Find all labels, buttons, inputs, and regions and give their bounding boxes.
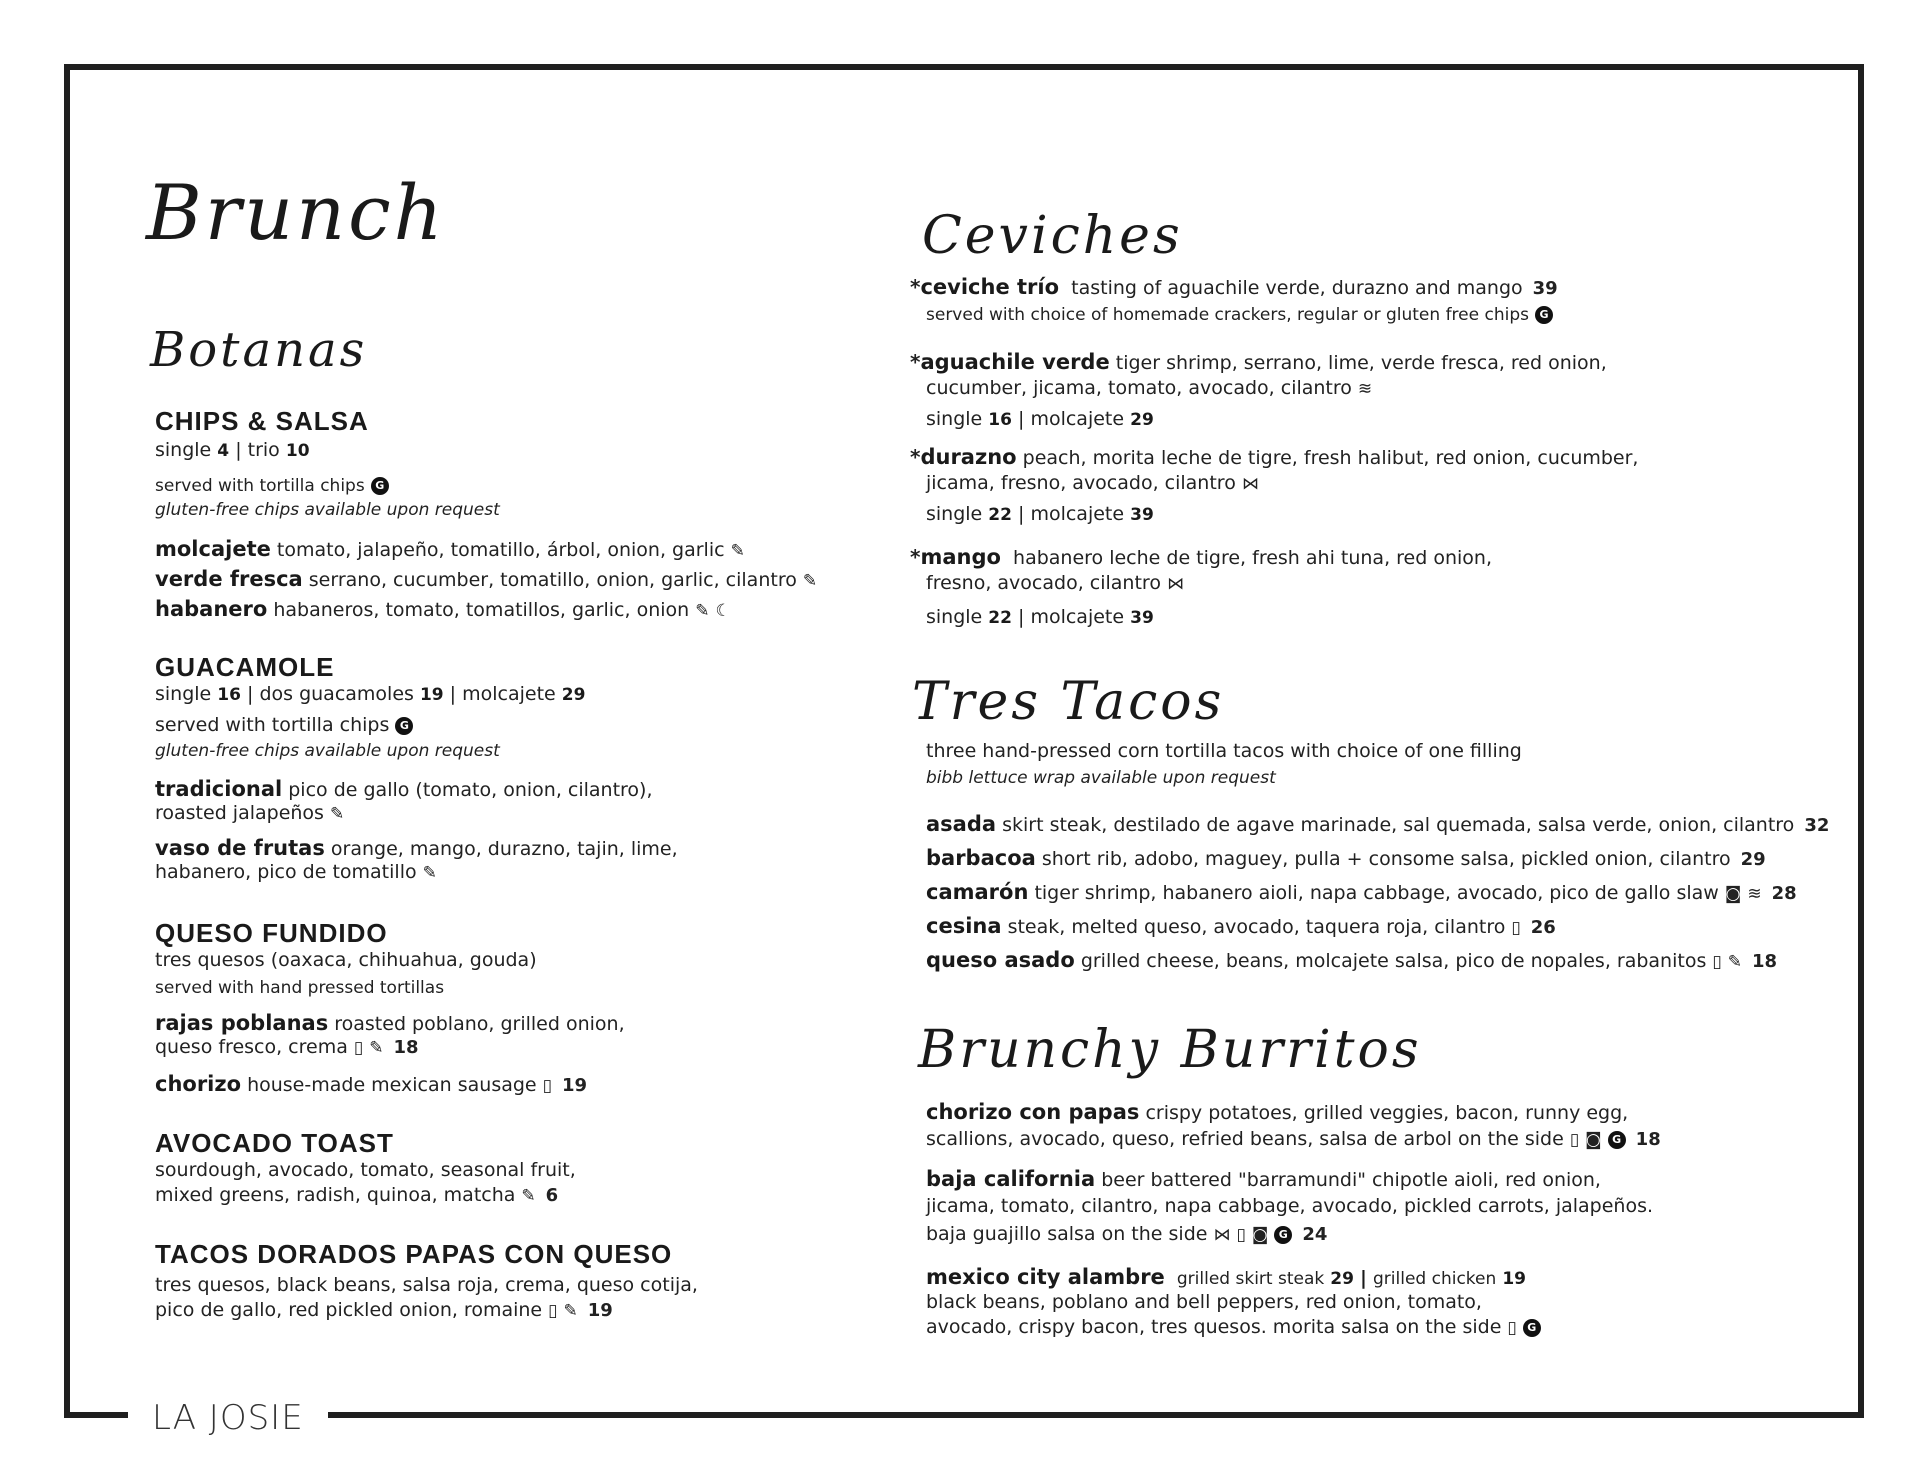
ceviche-aguachile-line2: cucumber, jicama, tomato, avocado, cilantro ≋ xyxy=(926,377,1373,399)
heading-avocado-toast: AVOCADO TOAST xyxy=(155,1128,394,1158)
vegetarian-icon: ✎ xyxy=(369,1038,384,1058)
vegetarian-icon: ✎ xyxy=(730,541,745,561)
burrito-alambre-line2: black beans, poblano and bell peppers, red onion, tomato, xyxy=(926,1291,1482,1313)
fish-icon: ⋈ xyxy=(1166,574,1184,594)
dairy-icon: ▯ xyxy=(542,1076,552,1096)
burrito-chorizo: chorizo con papas crispy potatoes, grilled veggies, bacon, runny egg, xyxy=(926,1100,1629,1124)
chips-served: served with tortilla chips G xyxy=(155,476,389,496)
egg-icon: ◙ xyxy=(1724,884,1742,904)
gluten-free-icon: G xyxy=(371,477,389,495)
shrimp-icon: ≋ xyxy=(1357,379,1373,399)
ceviche-durazno-line2: jicama, fresno, avocado, cilantro ⋈ xyxy=(926,472,1259,494)
heading-chips-salsa: CHIPS & SALSA xyxy=(155,406,369,436)
gluten-free-icon: G xyxy=(1608,1131,1626,1149)
queso-item-chorizo: chorizo house-made mexican sausage ▯ 19 xyxy=(155,1072,588,1096)
heading-guacamole: GUACAMOLE xyxy=(155,652,335,682)
heading-tacos-dorados: TACOS DORADOS PAPAS CON QUESO xyxy=(155,1239,673,1269)
guac-served: served with tortilla chips G xyxy=(155,714,413,736)
gluten-free-icon: G xyxy=(1535,306,1553,324)
tacos-dorados-line1: tres quesos, black beans, salsa roja, crema, queso cotija, xyxy=(155,1274,698,1296)
ceviche-trio-note: served with choice of homemade crackers, regular or gluten free chips G xyxy=(926,305,1553,325)
gluten-free-icon: G xyxy=(395,717,413,735)
section-title-botanas: Botanas xyxy=(150,322,368,378)
burrito-baja-line2: jicama, tomato, cilantro, napa cabbage, avocado, pickled carrots, jalapeños. xyxy=(926,1195,1654,1217)
egg-icon: ◙ xyxy=(1585,1130,1602,1150)
vegetarian-icon: ✎ xyxy=(422,863,437,883)
vegetarian-icon: ✎ xyxy=(802,571,818,591)
burrito-alambre: mexico city alambre grilled skirt steak 29 | grilled chicken 19 xyxy=(926,1265,1526,1289)
ceviche-aguachile: *aguachile verde tiger shrimp, serrano, lime, verde fresca, red onion, xyxy=(910,350,1607,374)
chips-gf-note: gluten-free chips available upon request xyxy=(155,500,500,520)
shrimp-icon: ≋ xyxy=(1747,884,1762,904)
vegetarian-icon: ✎ xyxy=(329,804,345,824)
taco-item-asada: asada skirt steak, destilado de agave marinade, sal quemada, salsa verde, onion, cilantro 32 xyxy=(926,812,1830,836)
guac-item-vaso-line2: habanero, pico de tomatillo ✎ xyxy=(155,861,437,883)
ceviche-mango: *mango habanero leche de tigre, fresh ahi tuna, red onion, xyxy=(910,545,1492,569)
taco-item-barbacoa: barbacoa short rib, adobo, maguey, pulla + consome salsa, pickled onion, cilantro 29 xyxy=(926,846,1766,870)
ceviche-durazno: *durazno peach, morita leche de tigre, fresh halibut, red onion, cucumber, xyxy=(910,445,1639,469)
spicy-icon: ☾ xyxy=(715,601,731,621)
burrito-alambre-line3: avocado, crispy bacon, tres quesos. morita salsa on the side ▯ G xyxy=(926,1316,1541,1338)
brand-logo: LA JOSIE xyxy=(152,1398,304,1438)
avocado-line2: mixed greens, radish, quinoa, matcha ✎ 6 xyxy=(155,1184,559,1206)
salsa-item-verde-fresca: verde fresca serrano, cucumber, tomatillo, onion, garlic, cilantro ✎ xyxy=(155,567,818,591)
section-title-tres-tacos: Tres Tacos xyxy=(912,672,1225,732)
taco-item-queso-asado: queso asado grilled cheese, beans, molcajete salsa, pico de nopales, rabanitos ▯ ✎ 18 xyxy=(926,948,1778,972)
dairy-icon: ▯ xyxy=(548,1301,558,1321)
chips-sizes: single 4 | trio 10 xyxy=(155,439,310,461)
queso-item-rajas: rajas poblanas roasted poblano, grilled onion, xyxy=(155,1011,625,1035)
vegetarian-icon: ✎ xyxy=(695,601,710,621)
queso-served: served with hand pressed tortillas xyxy=(155,978,445,998)
burrito-baja-line3: baja guajillo salsa on the side ⋈ ▯ ◙ G 24 xyxy=(926,1223,1328,1245)
guac-sizes: single 16 | dos guacamoles 19 | molcajete 29 xyxy=(155,683,586,705)
section-title-burritos: Brunchy Burritos xyxy=(918,1020,1422,1080)
taco-item-cesina: cesina steak, melted queso, avocado, taquera roja, cilantro ▯ 26 xyxy=(926,914,1556,938)
tacos-note: bibb lettuce wrap available upon request xyxy=(926,768,1276,788)
taco-item-camaron: camarón tiger shrimp, habanero aioli, napa cabbage, avocado, pico de gallo slaw ◙ ≋ 28 xyxy=(926,880,1797,904)
salsa-item-habanero: habanero habaneros, tomato, tomatillos, garlic, onion ✎ ☾ xyxy=(155,597,731,621)
guac-item-vaso: vaso de frutas orange, mango, durazno, tajin, lime, xyxy=(155,836,678,860)
tacos-dorados-line2: pico de gallo, red pickled onion, romaine ▯ ✎ 19 xyxy=(155,1299,613,1321)
dairy-icon: ▯ xyxy=(1569,1130,1580,1150)
page-title: Brunch xyxy=(146,168,446,257)
guac-gf-note: gluten-free chips available upon request xyxy=(155,741,500,761)
fish-icon: ⋈ xyxy=(1213,1225,1231,1245)
ceviche-trio: *ceviche trío tasting of aguachile verde, durazno and mango 39 xyxy=(910,275,1558,299)
burrito-chorizo-line2: scallions, avocado, queso, refried beans, salsa de arbol on the side ▯ ◙ G 18 xyxy=(926,1128,1661,1150)
ceviche-mango-line2: fresno, avocado, cilantro ⋈ xyxy=(926,572,1184,594)
salsa-item-molcajete: molcajete tomato, jalapeño, tomatillo, árbol, onion, garlic ✎ xyxy=(155,537,745,561)
section-title-ceviches: Ceviches xyxy=(922,206,1183,266)
vegetarian-icon: ✎ xyxy=(563,1301,578,1321)
burrito-baja: baja california beer battered "barramundi" chipotle aioli, red onion, xyxy=(926,1167,1601,1191)
dairy-icon: ▯ xyxy=(1511,918,1521,938)
dairy-icon: ▯ xyxy=(1236,1225,1246,1245)
egg-icon: ◙ xyxy=(1251,1225,1269,1245)
avocado-line1: sourdough, avocado, tomato, seasonal fruit, xyxy=(155,1159,576,1181)
tacos-intro: three hand-pressed corn tortilla tacos with choice of one filling xyxy=(926,740,1522,762)
gluten-free-icon: G xyxy=(1274,1226,1292,1244)
dairy-icon: ▯ xyxy=(353,1038,364,1058)
gluten-free-icon: G xyxy=(1523,1319,1541,1337)
fish-icon: ⋈ xyxy=(1241,474,1259,494)
ceviche-durazno-sizes: single 22 | molcajete 39 xyxy=(926,503,1154,525)
dairy-icon: ▯ xyxy=(1712,952,1722,972)
guac-item-tradicional-line2: roasted jalapeños ✎ xyxy=(155,802,345,824)
heading-queso-fundido: QUESO FUNDIDO xyxy=(155,918,388,948)
vegetarian-icon: ✎ xyxy=(521,1186,536,1206)
vegetarian-icon: ✎ xyxy=(1727,952,1742,972)
guac-item-tradicional: tradicional pico de gallo (tomato, onion, cilantro), xyxy=(155,777,653,801)
dairy-icon: ▯ xyxy=(1507,1318,1517,1338)
queso-item-rajas-line2: queso fresco, crema ▯ ✎ 18 xyxy=(155,1036,419,1058)
ceviche-aguachile-sizes: single 16 | molcajete 29 xyxy=(926,408,1154,430)
queso-line1: tres quesos (oaxaca, chihuahua, gouda) xyxy=(155,949,537,971)
ceviche-mango-sizes: single 22 | molcajete 39 xyxy=(926,606,1154,628)
